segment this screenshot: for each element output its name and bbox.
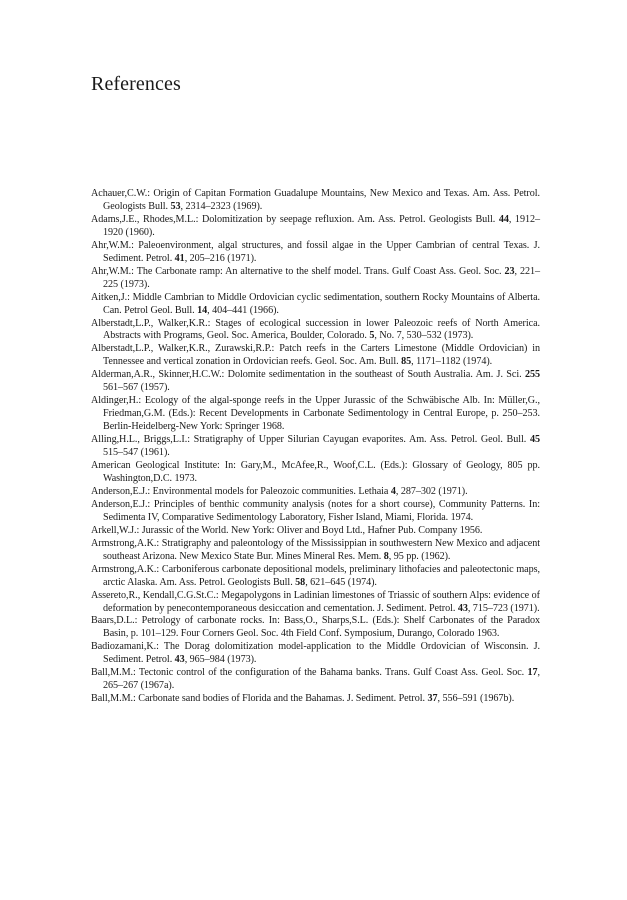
reference-item: Alberstadt,L.P., Walker,K.R., Zurawski,R.P.: Patch reefs in the Carters Limestone (Middle Ordovician) in Tennessee and vertical zonation in Ordovician reefs. Geol. Soc. Am. Bull. 85, 1171–1182 (1974). — [91, 343, 540, 368]
reference-item: Achauer,C.W.: Origin of Capitan Formation Guadalupe Mountains, New Mexico and Texas. Am. Ass. Petrol. Geologists Bull. 53, 2314–2323 (1969). — [91, 188, 540, 212]
reference-item: Armstrong,A.K.: Carboniferous carbonate depositional models, preliminary lithofacies and paleotectonic maps, arctic Alaska. Am. Ass. Petrol. Geologists Bull. 58, 621–645 (1974). — [91, 563, 540, 588]
reference-item: Ahr,W.M.: Paleoenvironment, algal structures, and fossil algae in the Upper Cambrian of central Texas. J. Sediment. Petrol. 41, 205–216 (1971). — [91, 239, 540, 264]
reference-item: Adams,J.E., Rhodes,M.L.: Dolomitization by seepage refluxion. Am. Ass. Petrol. Geologists Bull. 44, 1912–1920 (1960). — [91, 213, 540, 238]
reference-list — [91, 188, 540, 706]
reference-item: Aldinger,H.: Ecology of the algal-sponge reefs in the Upper Jurassic of the Schwäbische Alb. In: Müller,G., Friedman,G.M. (Eds.): Recent Developments in Carbonate Sedimentology in Central Europe, p. 250–253. Berlin-Heidelberg-New York: Springer 1968. — [91, 395, 540, 433]
reference-item: Baars,D.L.: Petrology of carbonate rocks. In: Bass,O., Sharps,S.L. (Eds.): Shelf Carbonates of the Paradox Basin, p. 101–129. Four Corners Geol. Soc. 4th Field Conf. Symposium, Durango, Colorado 1963. — [91, 615, 540, 640]
reference-item: Arkell,W.J.: Jurassic of the World. New York: Oliver and Boyd Ltd., Hafner Pub. Company 1956. — [91, 524, 483, 536]
reference-item: Alberstadt,L.P., Walker,K.R.: Stages of ecological succession in lower Paleozoic reefs of North America. Abstracts with Programs, Geol. Soc. America, Boulder, Colorado. 5, No. 7, 530–532 (1973). — [91, 317, 540, 342]
reference-item: Armstrong,A.K.: Stratigraphy and paleontology of the Mississippian in southwestern New Mexico and adjacent southeast Arizona. New Mexico State Bur. Mines Mineral Res. Mem. 8, 95 pp. (1962). — [91, 537, 540, 562]
reference-item: Assereto,R., Kendall,C.G.St.C.: Megapolygons in Ladinian limestones of Triassic of southern Alps: evidence of deformation by penecontemporaneous desiccation and cementation. J. Sediment. Petrol. 43, 715–723 (1971). — [91, 589, 540, 614]
reference-item: Anderson,E.J.: Principles of benthic community analysis (notes for a short course), Community Patterns. In: Sedimenta IV, Comparative Sedimentology Laboratory, Fisher Island, Miami, Florida. 1974. — [91, 498, 540, 523]
page-title: References — [91, 73, 181, 95]
reference-item: Ball,M.M.: Tectonic control of the configuration of the Bahama banks. Trans. Gulf Coast Ass. Geol. Soc. 17, 265–267 (1967a). — [91, 667, 540, 692]
reference-item: Ball,M.M.: Carbonate sand bodies of Florida and the Bahamas. J. Sediment. Petrol. 37, 556–591 (1967b). — [91, 693, 515, 705]
reference-item: Anderson,E.J.: Environmental models for Paleozoic communities. Lethaia 4, 287–302 (1971). — [91, 485, 468, 497]
reference-item: Ahr,W.M.: The Carbonate ramp: An alternative to the shelf model. Trans. Gulf Coast Ass. Geol. Soc. 23, 221–225 (1973). — [91, 265, 540, 290]
reference-item: Alling,H.L., Briggs,L.I.: Stratigraphy of Upper Silurian Cayugan evaporites. Am. Ass. Petrol. Geol. Bull. 45 515–547 (1961). — [91, 434, 540, 459]
reference-item: Aitken,J.: Middle Cambrian to Middle Ordovician cyclic sedimentation, southern Rocky Mountains of Alberta. Can. Petrol Geol. Bull. 14, 404–441 (1966). — [91, 291, 540, 316]
reference-item: Badiozamani,K.: The Dorag dolomitization model-application to the Middle Ordovician of Wisconsin. J. Sediment. Petrol. 43, 965–984 (1973). — [91, 641, 540, 666]
reference-item: American Geological Institute: In: Gary,M., McAfee,R., Woof,C.L. (Eds.): Glossary of Geology, 805 pp. Washington,D.C. 1973. — [91, 460, 540, 484]
reference-item: Alderman,A.R., Skinner,H.C.W.: Dolomite sedimentation in the southeast of South Australia. Am. J. Sci. 255 561–567 (1957). — [91, 369, 540, 394]
